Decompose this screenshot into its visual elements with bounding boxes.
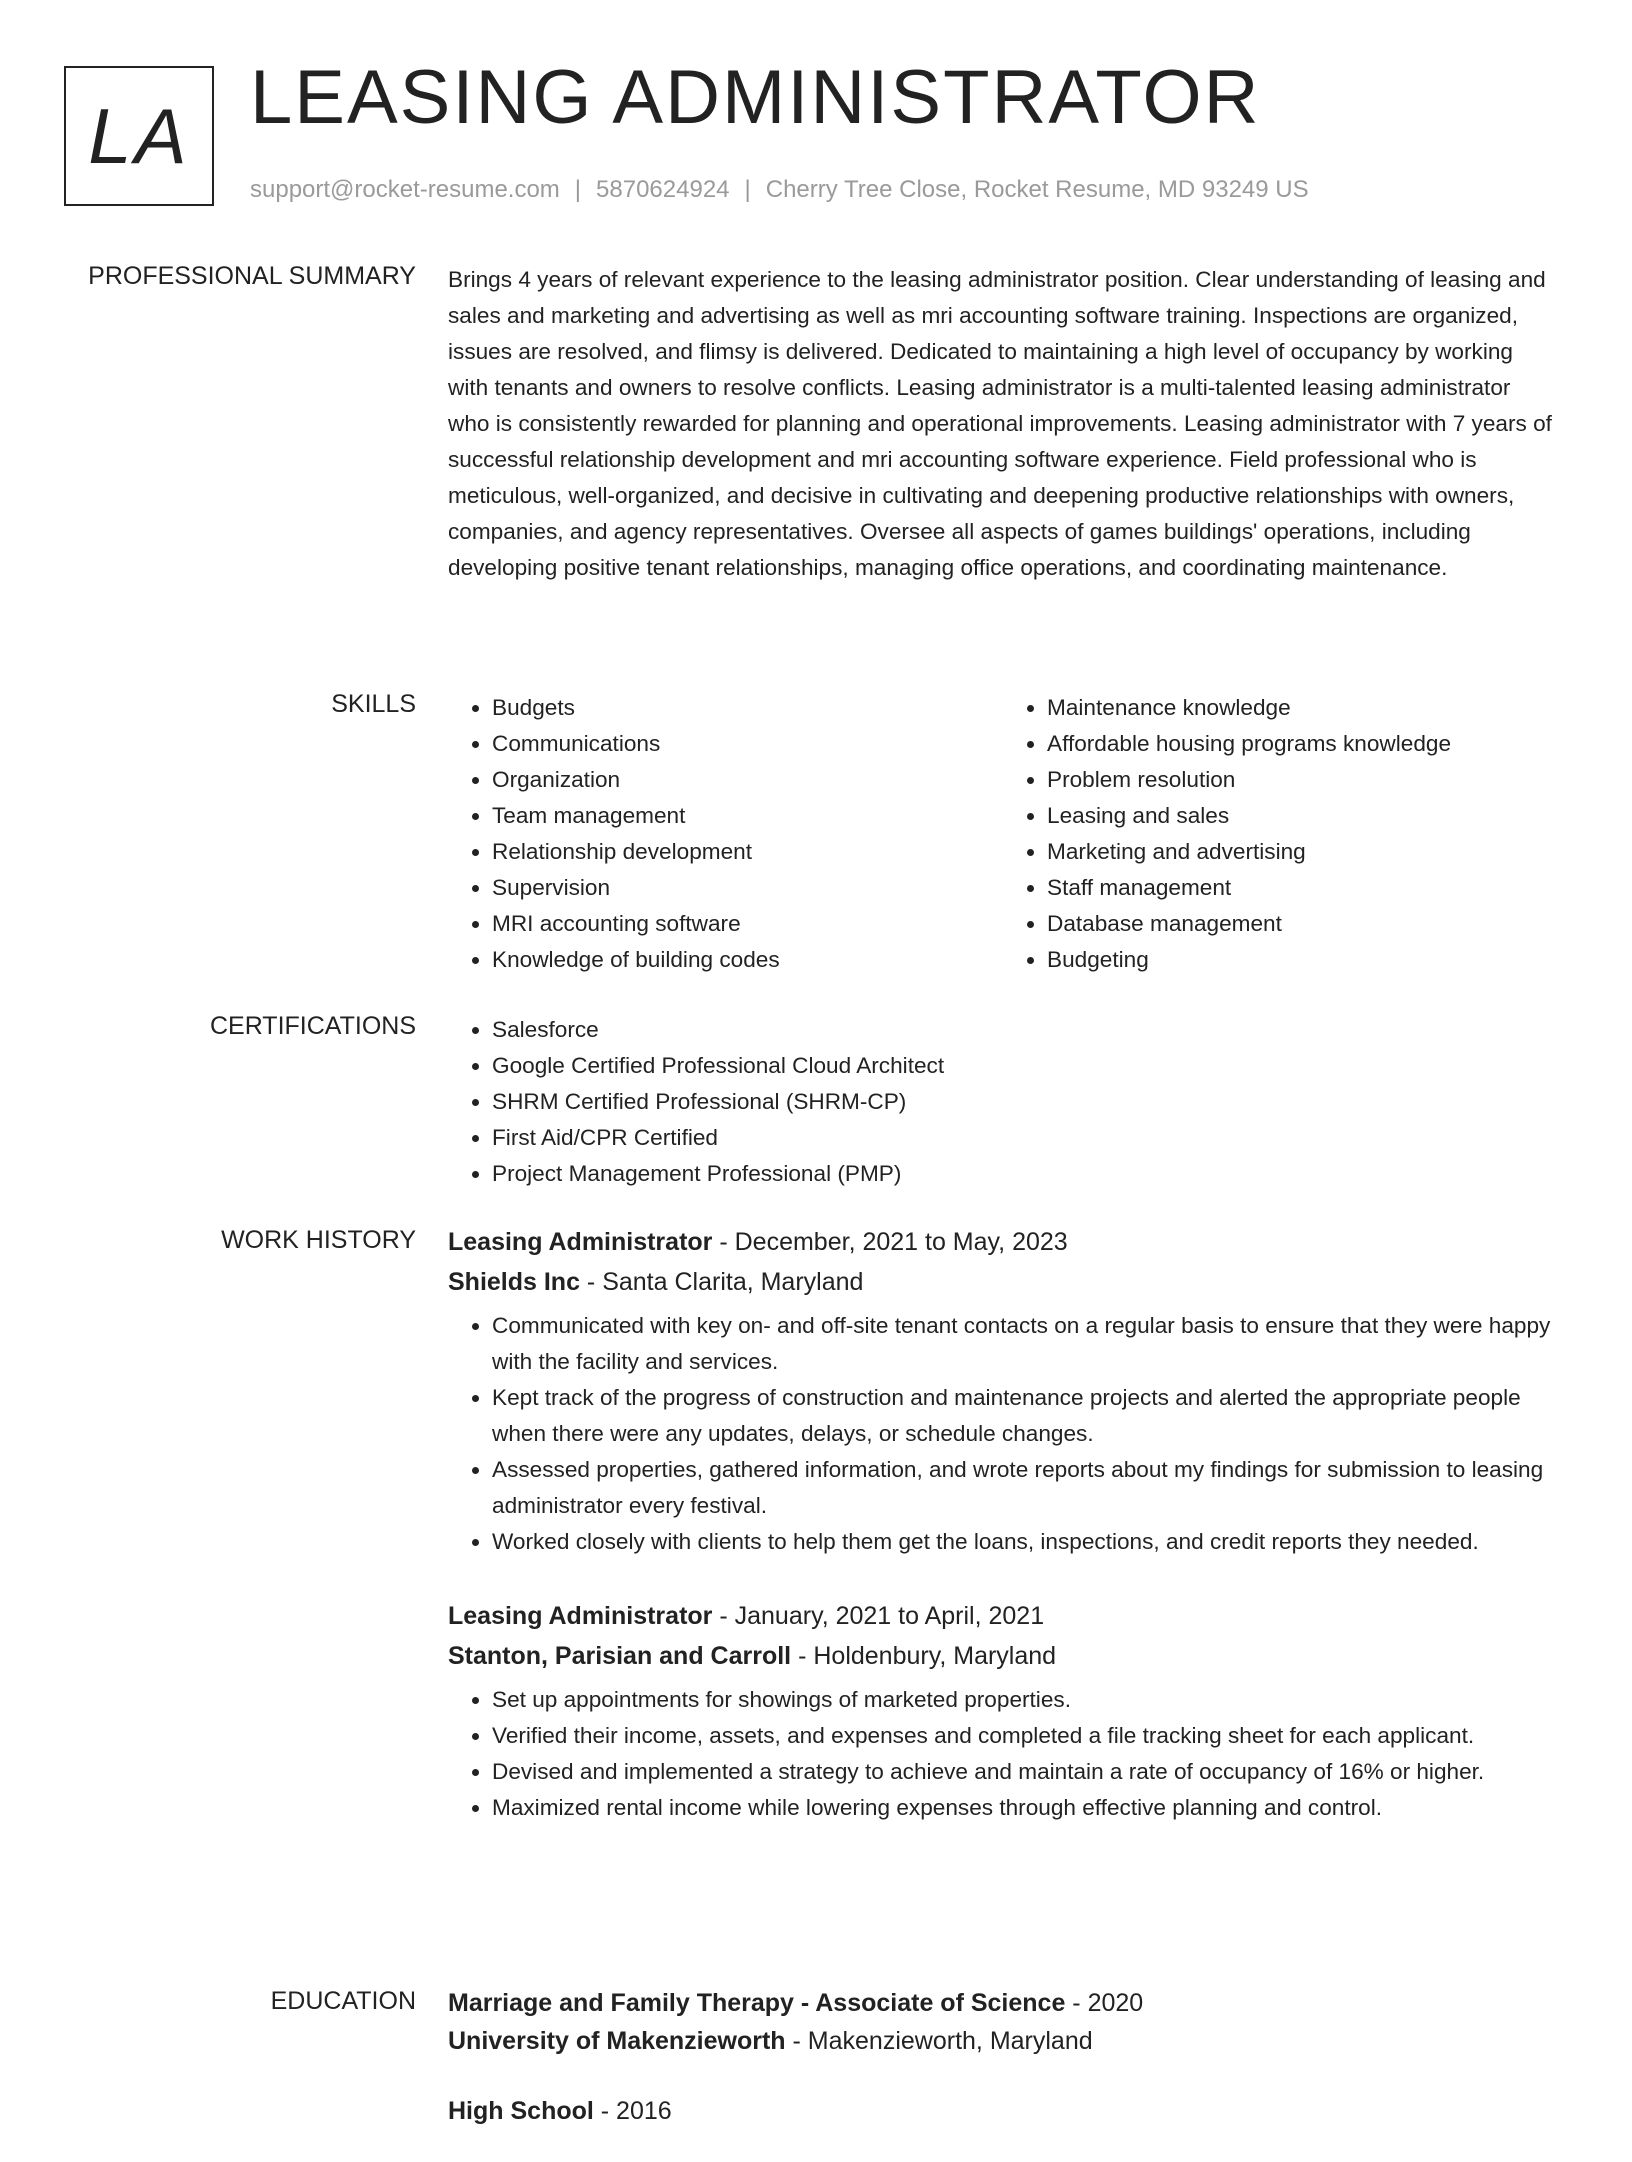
certification-item: • First Aid/CPR Certified (492, 1120, 1558, 1156)
certifications-label: CERTIFICATIONS (209, 1012, 416, 1040)
job-title: Leasing Administrator (448, 1228, 713, 1256)
certification-item: • SHRM Certified Professional (SHRM-CP) (492, 1084, 1558, 1120)
skill-item: • Budgets (492, 690, 1003, 726)
job-dates: - December, 2021 to May, 2023 (712, 1228, 1068, 1256)
skill-item: • Leasing and sales (1047, 798, 1558, 834)
certification-item: • Google Certified Professional Cloud Architect (492, 1048, 1558, 1084)
job-dates: - January, 2021 to April, 2021 (712, 1602, 1045, 1630)
job-entry (448, 1222, 1558, 1560)
contact-separator: | (744, 176, 751, 203)
job-bullets (448, 1682, 1558, 1826)
job-title: Leasing Administrator (448, 1602, 713, 1630)
education-year: - 2020 (1065, 1989, 1144, 2017)
job-title-line (448, 1596, 1558, 1636)
job-bullet: • Worked closely with clients to help them get the loans, inspections, and credit reports they needed. (492, 1524, 1558, 1560)
contact-phone[interactable]: 5870624924 (596, 176, 730, 203)
job-bullets (448, 1308, 1558, 1560)
job-title-line (448, 1222, 1558, 1262)
education-school-line (448, 2022, 1558, 2060)
skill-item: • Problem resolution (1047, 762, 1558, 798)
education-year: - 2016 (593, 2097, 672, 2125)
skills-list-right (1003, 690, 1558, 978)
job-bullet: • Verified their income, assets, and expenses and completed a file tracking sheet for each applicant. (492, 1718, 1558, 1754)
skill-item: • Marketing and advertising (1047, 834, 1558, 870)
education-entry (448, 1984, 1558, 2060)
job-location: - Santa Clarita, Maryland (579, 1268, 864, 1296)
skill-item: • Database management (1047, 906, 1558, 942)
education-school: University of Makenzieworth (448, 2027, 786, 2055)
skill-item: • Affordable housing programs knowledge (1047, 726, 1558, 762)
job-company: Shields Inc (448, 1268, 580, 1296)
skill-item: • MRI accounting software (492, 906, 1003, 942)
job-company-line (448, 1262, 1558, 1302)
education-degree-line (448, 2092, 1558, 2130)
candidate-name: LEASING ADMINISTRATOR (250, 55, 1261, 140)
skill-item: • Supervision (492, 870, 1003, 906)
job-location: - Holdenbury, Maryland (791, 1642, 1057, 1670)
skill-item: • Staff management (1047, 870, 1558, 906)
education-label: EDUCATION (270, 1987, 416, 2015)
skill-item: • Organization (492, 762, 1003, 798)
summary-label: PROFESSIONAL SUMMARY (88, 262, 416, 290)
skill-item: • Knowledge of building codes (492, 942, 1003, 978)
education-degree: High School (448, 2097, 594, 2125)
job-bullet: • Assessed properties, gathered information, and wrote reports about my findings for submission to leasing administrator every festival. (492, 1452, 1558, 1524)
education-degree-line (448, 1984, 1558, 2022)
certification-item: • Salesforce (492, 1012, 1558, 1048)
job-bullet: • Kept track of the progress of construction and maintenance projects and alerted the appropriate people when there were any updates, delays, or schedule changes. (492, 1380, 1558, 1452)
education-location: - Makenzieworth, Maryland (785, 2027, 1093, 2055)
contact-email[interactable]: support@rocket-resume.com (250, 176, 560, 203)
education-entry (448, 2092, 1558, 2130)
skill-item: • Team management (492, 798, 1003, 834)
skills-list-left (448, 690, 1003, 978)
certification-item: • Project Management Professional (PMP) (492, 1156, 1558, 1192)
job-bullet: • Maximized rental income while lowering expenses through effective planning and control. (492, 1790, 1558, 1826)
summary-text: Brings 4 years of relevant experience to the leasing administrator position. Clear understanding of leasing and sales and marketing and advertising as well as mri accounting software training. Inspections are organized, issues are resolved, and flimsy is delivered. Dedicated to maintaining a high level of occupancy by working with tenants and owners to resolve conflicts. Leasing administrator is a multi-talented leasing administrator who is consistently rewarded for planning and operational improvements. Leasing administrator with 7 years of successful relationship development and mri accounting software experience. Field professional who is meticulous, well-organized, and decisive in cultivating and deepening productive relationships with owners, companies, and agency representatives. Oversee all aspects of games buildings' operations, including developing positive tenant relationships, managing office operations, and coordinating maintenance. (448, 267, 1552, 580)
skill-item: • Relationship development (492, 834, 1003, 870)
education-degree: Marriage and Family Therapy - Associate of Science (448, 1989, 1066, 2017)
work-history-label: WORK HISTORY (221, 1226, 416, 1254)
job-company: Stanton, Parisian and Carroll (448, 1642, 792, 1670)
job-entry (448, 1596, 1558, 1826)
job-bullet: • Devised and implemented a strategy to achieve and maintain a rate of occupancy of 16% or higher. (492, 1754, 1558, 1790)
skills-label: SKILLS (331, 690, 416, 718)
job-bullet: • Set up appointments for showings of marketed properties. (492, 1682, 1558, 1718)
monogram-initials: LA (88, 91, 190, 180)
skill-item: • Budgeting (1047, 942, 1558, 978)
job-bullet: • Communicated with key on- and off-site tenant contacts on a regular basis to ensure that they were happy with the facility and services. (492, 1308, 1558, 1380)
certifications-list (448, 1012, 1558, 1192)
contact-address: Cherry Tree Close, Rocket Resume, MD 93249 US (765, 176, 1309, 203)
skill-item: • Communications (492, 726, 1003, 762)
job-company-line (448, 1636, 1558, 1676)
contact-separator: | (574, 176, 582, 203)
monogram-box (64, 66, 214, 206)
skill-item: • Maintenance knowledge (1047, 690, 1558, 726)
contact-line (250, 176, 1309, 204)
